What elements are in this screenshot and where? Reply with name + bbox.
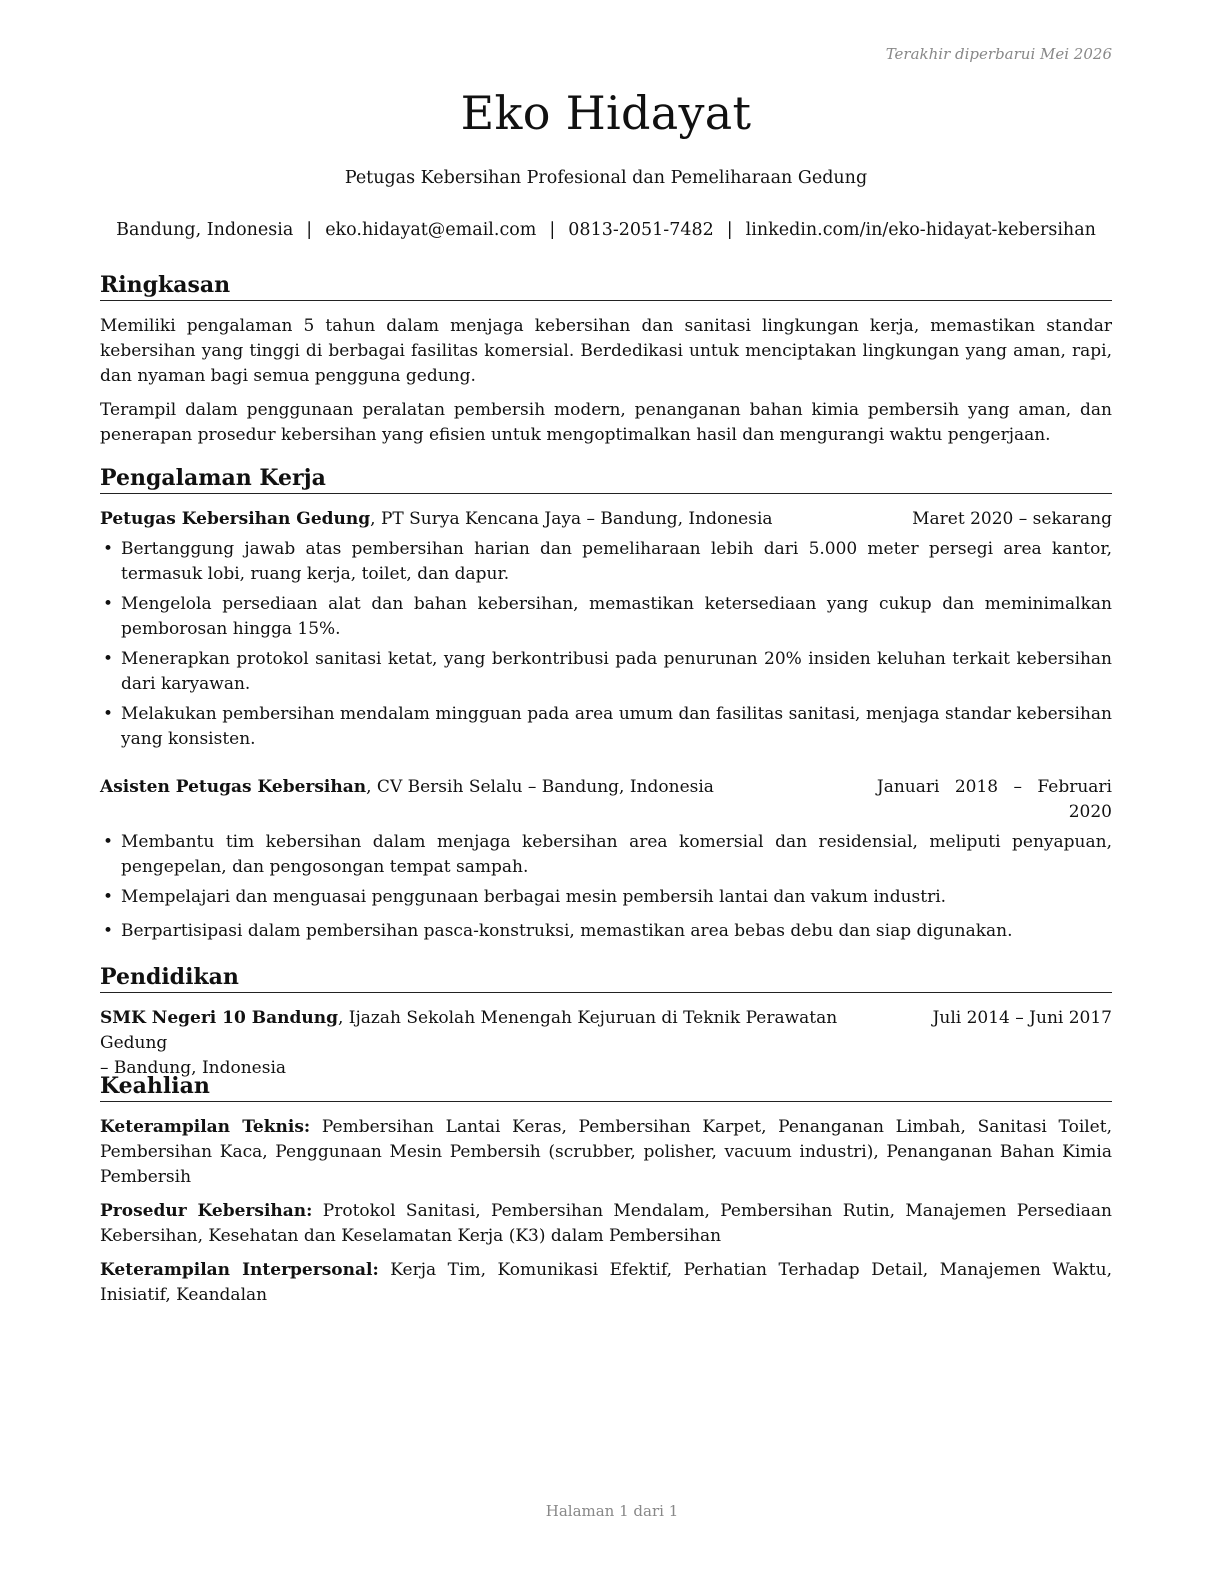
skill-group-text: Pembersihan Lantai Keras, Pembersihan Karpet, Penanganan Limbah, Sanitasi Toilet, Pembersihan Kaca, Penggunaan Mesin Pembersih (scrubber, polisher, vacuum industri), Penanganan Bahan Kimia Pembersih xyxy=(100,1117,1112,1187)
education-school: SMK Negeri 10 Bandung xyxy=(100,1008,338,1028)
section-title-education: Pendidikan xyxy=(100,963,1112,993)
candidate-headline: Petugas Kebersihan Profesional dan Pemeliharaan Gedung xyxy=(344,168,868,188)
contact-separator: | xyxy=(726,220,733,240)
candidate-name: Eko Hidayat xyxy=(460,86,752,140)
contact-line xyxy=(80,220,1132,240)
list-item: • Membantu tim kebersihan dalam menjaga kebersihan area komersial dan residensial, meliputi penyapuan, pengepelan, dan pengosongan tempat sampah. xyxy=(103,832,1112,877)
page-number: Halaman 1 dari 1 xyxy=(545,1502,679,1520)
contact-location: Bandung, Indonesia xyxy=(116,220,294,240)
list-item: • Bertanggung jawab atas pembersihan harian dan pemeliharaan lebih dari 5.000 meter persegi area kantor, termasuk lobi, ruang kerja, toilet, dan dapur. xyxy=(103,539,1112,584)
section-title-experience: Pengalaman Kerja xyxy=(100,464,1112,494)
list-item: • Menerapkan protokol sanitasi ketat, yang berkontribusi pada penurunan 20% insiden keluhan terkait kebersihan dari karyawan. xyxy=(103,649,1112,694)
list-item: • Mengelola persediaan alat dan bahan kebersihan, memastikan ketersediaan yang cukup dan meminimalkan pemborosan hingga 15%. xyxy=(103,594,1112,639)
skill-group-label: Keterampilan Teknis: xyxy=(100,1117,311,1137)
education-dates: Juli 2014 – Juni 2017 xyxy=(932,1008,1112,1028)
skill-group xyxy=(100,1258,1112,1308)
job-org: , CV Bersih Selalu – Bandung, Indonesia xyxy=(366,777,714,797)
contact-linkedin[interactable]: linkedin.com/in/eko-hidayat-kebersihan xyxy=(745,220,1096,240)
contact-phone: 0813-2051-7482 xyxy=(568,220,714,240)
skill-group xyxy=(100,1115,1112,1190)
bullet-icon: • xyxy=(103,832,114,852)
bullet-icon: • xyxy=(103,704,114,724)
section-title-summary: Ringkasan xyxy=(100,271,1112,301)
last-updated-note: Terakhir diperbarui Mei 2026 xyxy=(885,45,1112,63)
section-title-skills: Keahlian xyxy=(100,1072,1112,1102)
job-dates: Januari 2018 – Februari 2020 xyxy=(876,777,1112,822)
education-location: – Bandung, Indonesia xyxy=(100,1058,287,1078)
bullet-icon: • xyxy=(103,594,114,614)
skill-group-text: Kerja Tim, Komunikasi Efektif, Perhatian Terhadap Detail, Manajemen Waktu, Inisiatif, Keandalan xyxy=(100,1260,1112,1305)
summary-paragraph: Terampil dalam penggunaan peralatan pembersih modern, penanganan bahan kimia pembersih yang aman, dan penerapan prosedur kebersihan yang efisien untuk mengoptimalkan hasil dan mengurangi waktu pengerjaan. xyxy=(100,400,1112,445)
list-item: • Berpartisipasi dalam pembersihan pasca-konstruksi, memastikan area bebas debu dan siap digunakan. xyxy=(100,919,1112,944)
list-item: • Melakukan pembersihan mendalam mingguan pada area umum dan fasilitas sanitasi, menjaga standar kebersihan yang konsisten. xyxy=(103,704,1112,749)
bullet-icon: • xyxy=(103,649,114,669)
bullet-icon: • xyxy=(103,921,114,941)
job-role: Asisten Petugas Kebersihan xyxy=(100,777,367,797)
skill-group-text: Protokol Sanitasi, Pembersihan Mendalam, Pembersihan Rutin, Manajemen Persediaan Kebersihan, Kesehatan dan Keselamatan Kerja (K3) dalam Pembersihan xyxy=(100,1201,1112,1246)
job-header xyxy=(100,507,1112,532)
skill-group xyxy=(100,1199,1112,1249)
job-header xyxy=(100,775,1112,822)
job-dates: Maret 2020 – sekarang xyxy=(912,509,1112,529)
job-role: Petugas Kebersihan Gedung xyxy=(100,509,371,529)
education-degree: , Ijazah Sekolah Menengah Kejuruan di Teknik Perawatan Gedung xyxy=(100,1008,838,1053)
bullet-icon: • xyxy=(103,887,114,907)
contact-separator: | xyxy=(549,220,556,240)
skill-group-label: Keterampilan Interpersonal: xyxy=(100,1260,379,1280)
bullet-icon: • xyxy=(103,539,114,559)
education-entry xyxy=(100,1006,1112,1081)
summary-paragraph: Memiliki pengalaman 5 tahun dalam menjaga kebersihan dan sanitasi lingkungan kerja, memastikan standar kebersihan yang tinggi di berbagai fasilitas komersial. Berdedikasi untuk menciptakan lingkungan yang aman, rapi, dan nyaman bagi semua pengguna gedung. xyxy=(100,316,1112,386)
job-org: , PT Surya Kencana Jaya – Bandung, Indonesia xyxy=(370,509,773,529)
skill-group-label: Prosedur Kebersihan: xyxy=(100,1201,313,1221)
list-item: • Mempelajari dan menguasai penggunaan berbagai mesin pembersih lantai dan vakum industri. xyxy=(100,885,1112,910)
contact-email[interactable]: eko.hidayat@email.com xyxy=(325,220,537,240)
contact-separator: | xyxy=(306,220,313,240)
